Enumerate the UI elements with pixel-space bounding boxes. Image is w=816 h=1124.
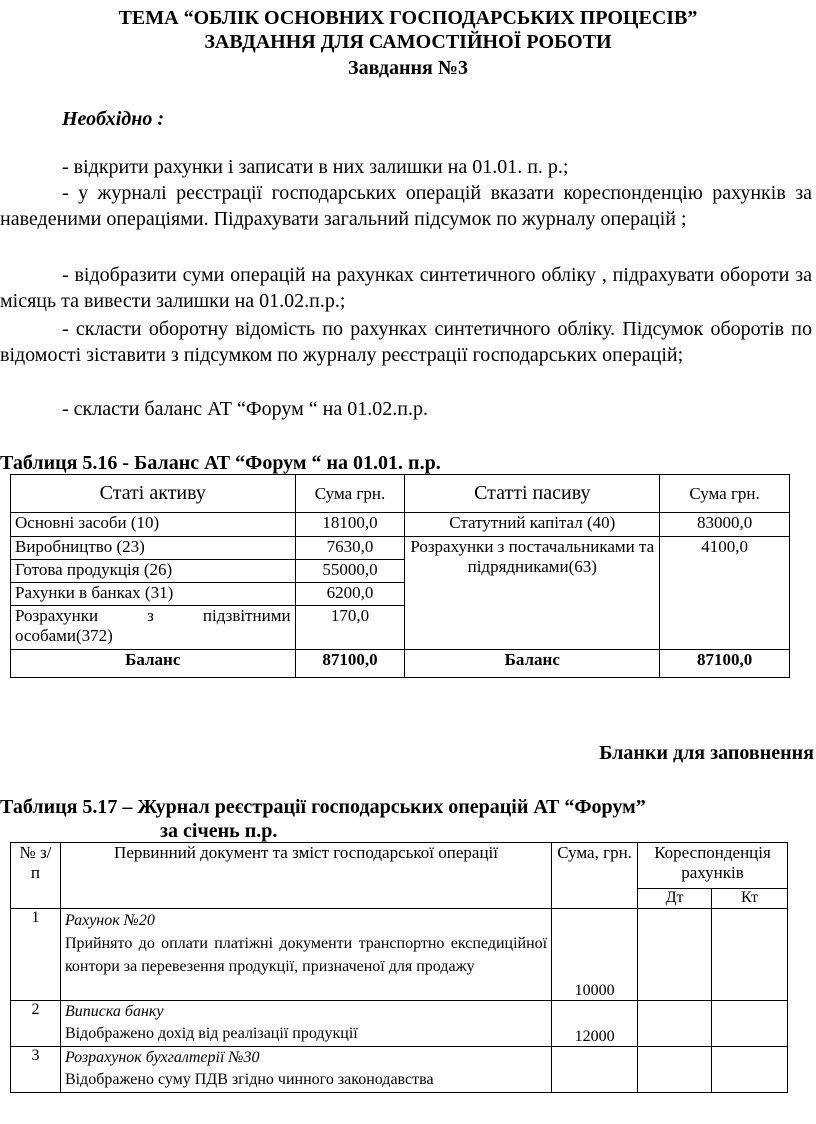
row-debit bbox=[638, 1047, 712, 1093]
liability-name: Статутний капітал (40) bbox=[405, 513, 660, 537]
required-label: Необхідно : bbox=[62, 108, 164, 130]
row-doc-title: Розрахунок бухгалтерії №30 bbox=[64, 1049, 260, 1066]
row-num: 1 bbox=[11, 909, 61, 1001]
blank-forms-heading: Бланки для заповнення bbox=[599, 742, 814, 764]
instruction-2: - у журналі реєстрації господарських операцій вказати кореспонденцію рахунків за наведеними операціями. Підрахувати загальний підсумок по журналу операцій ; bbox=[0, 182, 812, 230]
instruction-3: - відобразити суми операцій на рахунках синтетичного обліку , підрахувати обороти за місяць та вивести залишки на 01.02.п.р.; bbox=[0, 264, 812, 312]
row-doc-text: Прийнято до оплати платіжні документи транспортно експедиційної контори за перевезення продукції, призначеної для продажу bbox=[64, 935, 548, 975]
asset-name: Розрахунки з підзвітними особами(372) bbox=[11, 606, 296, 650]
header-correspondence: Кореспонденція рахунків bbox=[638, 843, 788, 889]
total-label-assets: Баланс bbox=[11, 650, 296, 678]
header-debit: Дт bbox=[638, 889, 712, 909]
row-doc bbox=[60, 1047, 551, 1093]
row-credit bbox=[712, 909, 788, 1001]
row-num: 2 bbox=[11, 1001, 61, 1047]
table-517-caption-line1: Таблиця 5.17 – Журнал реєстрації господарських операцій АТ “Форум” bbox=[0, 796, 646, 818]
row-sum: 12000 bbox=[552, 1001, 638, 1047]
header-assets: Статі активу bbox=[11, 475, 296, 513]
task-heading: Завдання №3 bbox=[348, 57, 468, 79]
journal-table bbox=[10, 842, 788, 1093]
header-num: № з/п bbox=[11, 843, 61, 909]
subtitle-heading: ЗАВДАННЯ ДЛЯ САМОСТІЙНОЇ РОБОТИ bbox=[204, 31, 612, 53]
instruction-1: - відкрити рахунки і записати в них залишки на 01.01. п. р.; bbox=[62, 156, 569, 178]
row-doc-title: Рахунок №20 bbox=[64, 912, 155, 929]
asset-name: Рахунки в банках (31) bbox=[11, 583, 296, 606]
row-sum bbox=[552, 1047, 638, 1093]
table-517-caption-line2: за січень п.р. bbox=[160, 820, 278, 842]
asset-sum: 18100,0 bbox=[295, 513, 405, 537]
header-liabilities: Статті пасиву bbox=[405, 475, 660, 513]
theme-heading: ТЕМА “ОБЛІК ОСНОВНИХ ГОСПОДАРСЬКИХ ПРОЦЕСІВ” bbox=[118, 7, 698, 29]
row-doc bbox=[60, 1001, 551, 1047]
row-credit bbox=[712, 1001, 788, 1047]
asset-sum: 6200,0 bbox=[295, 583, 405, 606]
balance-table bbox=[10, 474, 790, 678]
row-doc bbox=[60, 909, 551, 1001]
row-debit bbox=[638, 1001, 712, 1047]
asset-sum: 7630,0 bbox=[295, 537, 405, 560]
total-assets: 87100,0 bbox=[295, 650, 405, 678]
liability-sum: 4100,0 bbox=[660, 537, 790, 650]
header-sum-liabilities: Сума грн. bbox=[660, 475, 790, 513]
row-sum: 10000 bbox=[552, 909, 638, 1001]
total-label-liabilities: Баланс bbox=[405, 650, 660, 678]
header-doc: Первинний документ та зміст господарської операції bbox=[60, 843, 551, 909]
row-doc-title: Виписка банку bbox=[64, 1003, 164, 1020]
row-num: 3 bbox=[11, 1047, 61, 1093]
asset-name: Готова продукція (26) bbox=[11, 560, 296, 583]
header-credit: Кт bbox=[712, 889, 788, 909]
row-credit bbox=[712, 1047, 788, 1093]
header-sum: Сума, грн. bbox=[552, 843, 638, 909]
liability-sum: 83000,0 bbox=[660, 513, 790, 537]
instruction-5: - скласти баланс АТ “Форум “ на 01.02.п.р. bbox=[62, 398, 428, 420]
total-liabilities: 87100,0 bbox=[660, 650, 790, 678]
table-516-caption: Таблиця 5.16 - Баланс АТ “Форум “ на 01.01. п.р. bbox=[0, 452, 441, 474]
row-doc-text: Відображено суму ПДВ згідно чинного законодавства bbox=[64, 1071, 434, 1088]
asset-sum: 55000,0 bbox=[295, 560, 405, 583]
liability-name: Розрахунки з постачальниками та підрядниками(63) bbox=[405, 537, 660, 650]
asset-name: Основні засоби (10) bbox=[11, 513, 296, 537]
asset-sum: 170,0 bbox=[295, 606, 405, 650]
header-sum-assets: Сума грн. bbox=[295, 475, 405, 513]
row-debit bbox=[638, 909, 712, 1001]
row-doc-text: Відображено дохід від реалізації продукції bbox=[64, 1025, 358, 1042]
instruction-4: - скласти оборотну відомість по рахунках синтетичного обліку. Підсумок оборотів по відомості зіставити з підсумком по журналу реєстрації господарських операцій; bbox=[0, 318, 812, 366]
asset-name: Виробництво (23) bbox=[11, 537, 296, 560]
